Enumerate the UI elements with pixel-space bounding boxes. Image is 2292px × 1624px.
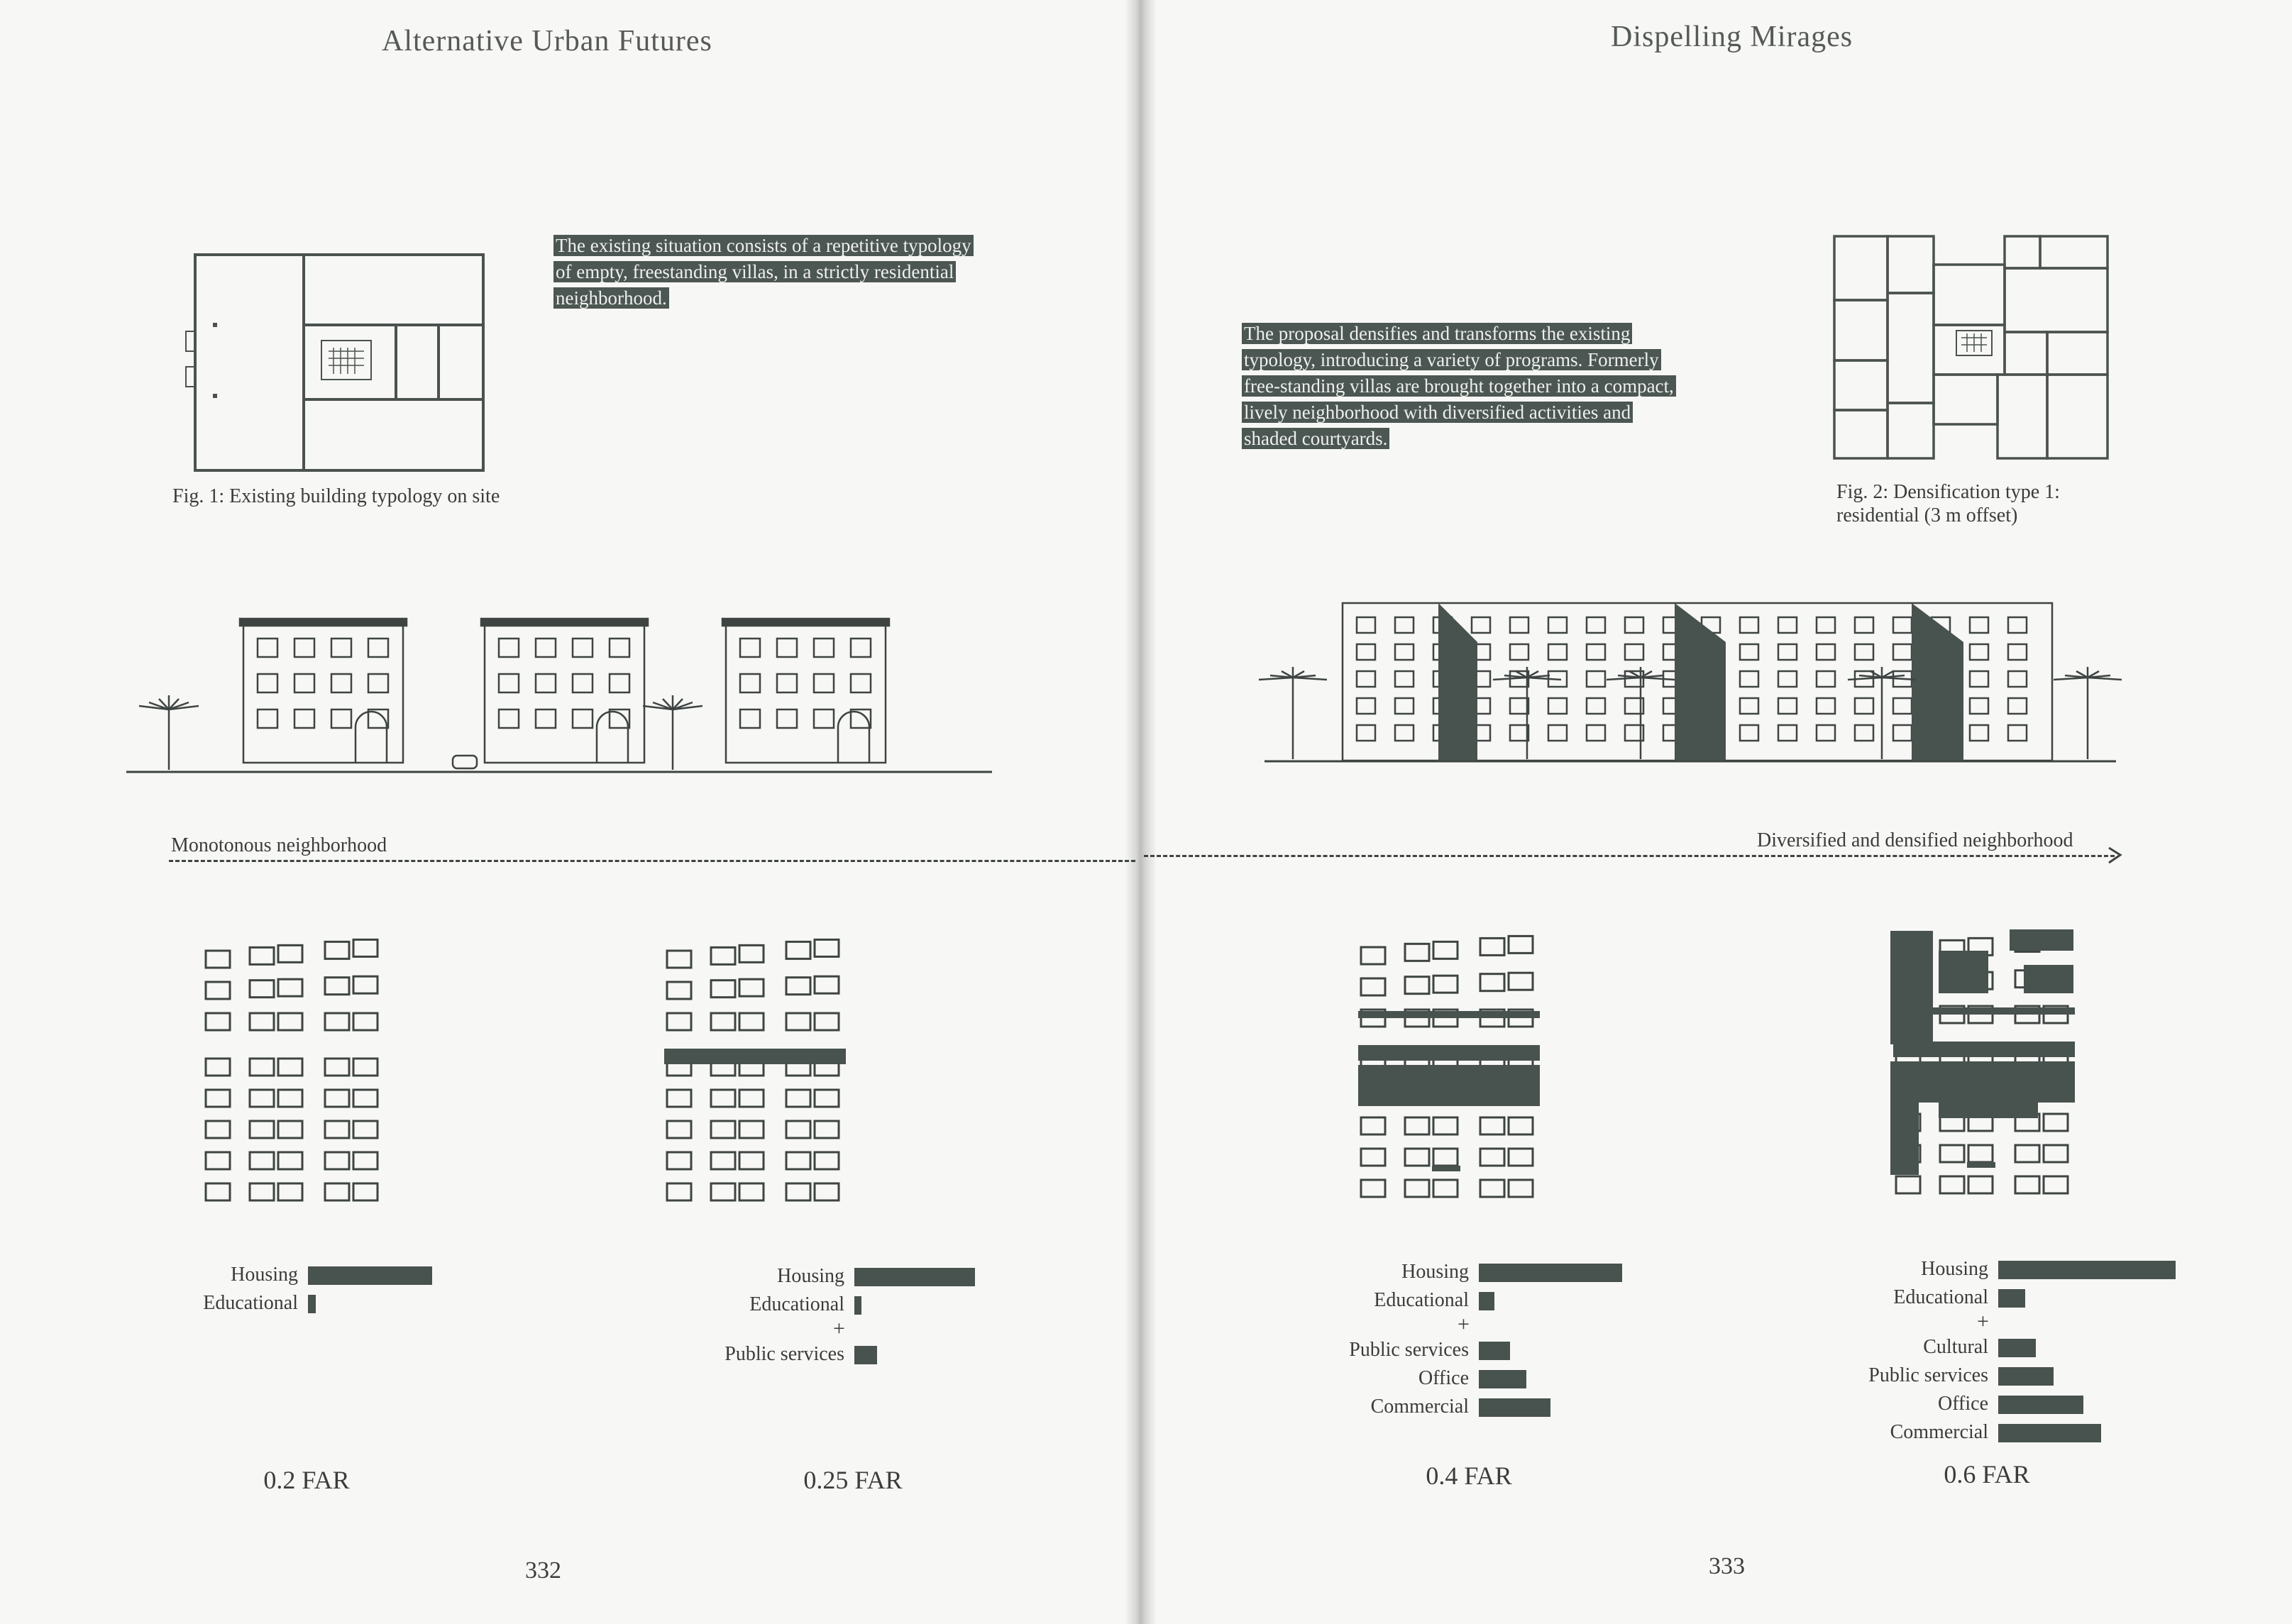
block-window (1510, 617, 1528, 633)
program-bar (308, 1295, 316, 1313)
car-icon (453, 756, 477, 768)
villa-footprint (786, 978, 810, 995)
block-window (1817, 644, 1835, 660)
diversified-label: Diversified and densified neighborhood (1757, 829, 2073, 851)
villa-footprint (353, 1121, 378, 1138)
program-label: Public services (1868, 1364, 1988, 1386)
joined-block (1358, 1045, 1540, 1061)
program-bar (1998, 1367, 2054, 1386)
villa-footprint (206, 1013, 230, 1030)
villa-footprint (250, 1013, 274, 1030)
villa-footprint (2015, 1145, 2039, 1162)
palm-tree-icon (643, 695, 703, 770)
program-label: Educational (1893, 1286, 1988, 1308)
villa-window (610, 674, 629, 692)
villa-footprint (786, 1090, 810, 1107)
villa-footprint (739, 1013, 764, 1030)
program-label: Office (1938, 1393, 1988, 1415)
program-bar (854, 1268, 975, 1286)
block-window (1510, 644, 1528, 660)
program-bar (1479, 1292, 1494, 1310)
block-plan-0.6-far (1896, 922, 2095, 1178)
villa-roof (240, 619, 407, 626)
block-window (1893, 725, 1912, 741)
block-window (1395, 698, 1414, 714)
block-window (1855, 617, 1873, 633)
block-window (1357, 644, 1375, 660)
villa-footprint (1509, 1149, 1533, 1166)
block-window (2008, 698, 2027, 714)
program-bar (1998, 1261, 2176, 1279)
block-window (1395, 644, 1414, 660)
block-window (1740, 725, 1758, 741)
arrow-right-icon (2106, 846, 2127, 866)
fig1-villa-plan (184, 252, 490, 472)
plus-sign: + (1458, 1313, 1470, 1336)
block-window (1548, 698, 1567, 714)
villa-footprint (667, 1152, 691, 1169)
block-window (1740, 671, 1758, 687)
villa-elevation (481, 619, 648, 763)
far-label-3: 0.6 FAR (1944, 1460, 2030, 1488)
block-window (1970, 644, 1988, 660)
program-bar (854, 1346, 877, 1364)
block-window (2008, 644, 2027, 660)
villa-window (258, 639, 277, 657)
palm-tree-icon (139, 695, 199, 770)
far-label-2: 0.4 FAR (1426, 1462, 1512, 1490)
villa-footprint (815, 1013, 839, 1030)
villa-footprint (711, 1013, 735, 1030)
villa-window (814, 674, 834, 692)
villa-footprint (739, 1090, 764, 1107)
villa-window (536, 639, 556, 657)
plus-sign: + (833, 1317, 845, 1340)
program-label: Commercial (1370, 1396, 1469, 1418)
villa-footprint (815, 1152, 839, 1169)
villa-footprint (206, 1090, 230, 1107)
block-window (2008, 617, 2027, 633)
villa-footprint (1509, 936, 1533, 953)
villa-footprint (1361, 1149, 1385, 1166)
program-bar (1998, 1339, 2036, 1357)
monotonous-street-elevation (126, 610, 992, 773)
villa-footprint (250, 1090, 274, 1107)
program-label: Housing (1401, 1261, 1469, 1283)
palm-frond (1527, 678, 1561, 680)
left-page-number: 332 (525, 1557, 561, 1584)
program-label: Educational (749, 1293, 844, 1315)
program-label: Public services (1349, 1339, 1469, 1361)
block-window (1587, 644, 1605, 660)
villa-footprint (1433, 941, 1458, 959)
joined-block (1890, 1061, 1919, 1175)
villa-footprint (711, 1090, 735, 1107)
villa-footprint (667, 1013, 691, 1030)
villa-footprint (1509, 973, 1533, 990)
joined-block (664, 1049, 846, 1064)
block-window (1817, 698, 1835, 714)
left-running-header: Alternative Urban Futures (382, 25, 712, 57)
villa-footprint (1361, 1117, 1385, 1134)
villa-facade (243, 624, 403, 763)
villa-window (573, 674, 593, 692)
villa-window (777, 639, 797, 657)
villa-footprint (250, 981, 274, 998)
villa-footprint (1480, 938, 1504, 955)
program-bar (1998, 1289, 2025, 1308)
villa-footprint (739, 1121, 764, 1138)
left-highlight-line: neighborhood. (553, 287, 669, 309)
joined-block (1890, 931, 1933, 1044)
villa-window (777, 674, 797, 692)
villa-footprint (278, 979, 302, 996)
villa-footprint (278, 1152, 302, 1169)
block-window (1510, 725, 1528, 741)
block-window (1395, 617, 1414, 633)
block-plan-0.4-far (1361, 926, 1560, 1181)
villa-window (258, 674, 277, 692)
villa-footprint (325, 1059, 349, 1076)
villa-arch-door (597, 712, 628, 763)
villa-footprints (206, 939, 378, 1200)
villa-window (331, 709, 351, 728)
villa-window (777, 709, 797, 728)
program-label: Office (1418, 1367, 1469, 1389)
villa-window (573, 709, 593, 728)
villa-footprint (2044, 1145, 2068, 1162)
right-highlight-line: lively neighborhood with diversified activities and (1242, 402, 1633, 423)
villa-window (740, 674, 760, 692)
block-window (1817, 671, 1835, 687)
left-highlight-text (553, 233, 974, 311)
block-window (1778, 698, 1797, 714)
densified-blocks (1358, 1011, 1540, 1171)
block-window (1855, 644, 1873, 660)
palm-frond (1293, 678, 1327, 680)
block-window (1740, 698, 1758, 714)
block-window (1778, 725, 1797, 741)
villa-arch-door (838, 712, 869, 763)
block-window (1970, 617, 1988, 633)
block-window (1740, 644, 1758, 660)
villa-footprint (278, 1013, 302, 1030)
joined-block (1432, 1166, 1460, 1171)
fig1-caption: Fig. 1: Existing building typology on site (172, 485, 500, 507)
villa-window (610, 639, 629, 657)
block-window (1625, 617, 1643, 633)
fig2-densified-plan (1831, 233, 2115, 463)
villa-footprint (1480, 1149, 1504, 1166)
block-plan-0.25-far (667, 929, 866, 1185)
program-bar (1998, 1424, 2101, 1442)
villa-window (851, 639, 871, 657)
villa-footprint (711, 981, 735, 998)
densified-street-elevation (1265, 600, 2116, 763)
villa-footprint (206, 1152, 230, 1169)
program-bar (1998, 1396, 2083, 1414)
villa-footprint (250, 1152, 274, 1169)
shaded-courtyard (1912, 603, 1963, 761)
villa-facade (726, 624, 886, 763)
right-highlight-line: The proposal densifies and transforms the existing (1242, 323, 1632, 344)
right-running-header: Dispelling Mirages (1611, 21, 1853, 53)
block-window (1778, 644, 1797, 660)
villa-footprint (667, 951, 691, 968)
block-window (1357, 617, 1375, 633)
block-window (1893, 644, 1912, 660)
block-window (1357, 671, 1375, 687)
villa-footprint (206, 1121, 230, 1138)
villa-footprint (1405, 977, 1429, 994)
densified-blocks (1890, 929, 2075, 1175)
villa-footprint (667, 982, 691, 999)
program-label: Cultural (1923, 1336, 1988, 1358)
right-highlight-text (1242, 321, 1676, 452)
villa-footprint (711, 1121, 735, 1138)
right-highlight-line: shaded courtyards. (1242, 428, 1389, 449)
villa-elevation (240, 619, 407, 763)
program-label: Educational (1374, 1289, 1469, 1311)
villa-window (499, 709, 519, 728)
villa-footprint (1433, 1149, 1458, 1166)
villa-footprint (1405, 1149, 1429, 1166)
villa-footprint (1968, 1145, 1993, 1162)
villa-footprint (815, 939, 839, 956)
block-window (1587, 698, 1605, 714)
villa-window (573, 639, 593, 657)
villa-footprint (786, 1121, 810, 1138)
block-plan-0.2-far (206, 929, 404, 1185)
villa-footprint (1480, 974, 1504, 991)
villa-footprint (815, 976, 839, 993)
fig2-caption-line: Fig. 2: Densification type 1: (1836, 481, 2060, 503)
villa-window (536, 674, 556, 692)
villa-footprint (711, 1152, 735, 1169)
villa-window (258, 709, 277, 728)
villa-footprint (353, 939, 378, 956)
villa-arch-door (356, 712, 387, 763)
villa-footprint (711, 947, 735, 964)
program-bar (1479, 1398, 1550, 1417)
program-bar (1479, 1264, 1622, 1282)
villa-footprints (667, 939, 839, 1200)
block-window (1970, 725, 1988, 741)
villa-roof (481, 619, 648, 626)
villa-footprint (1405, 944, 1429, 961)
villa-footprint (353, 1090, 378, 1107)
program-label: Housing (777, 1265, 844, 1287)
block-window (1510, 698, 1528, 714)
villa-footprint (325, 1121, 349, 1138)
villa-footprint (250, 947, 274, 964)
villa-footprint (1433, 976, 1458, 993)
block-window (1778, 671, 1797, 687)
joined-block (2024, 965, 2073, 993)
villa-footprint (325, 978, 349, 995)
villa-footprint (815, 1090, 839, 1107)
program-label: Educational (203, 1292, 298, 1314)
joined-block (1358, 1011, 1540, 1018)
villa-footprint (278, 945, 302, 962)
villa-footprint (353, 1013, 378, 1030)
villa-footprint (786, 1013, 810, 1030)
block-window (1395, 671, 1414, 687)
palm-tree-icon (1259, 667, 1327, 759)
villa-footprint (250, 1059, 274, 1076)
right-highlight-line: free-standing villas are brought together into a compact, (1242, 375, 1676, 397)
program-label: Housing (231, 1264, 298, 1286)
villa-footprint (325, 1090, 349, 1107)
joined-block (1939, 1061, 2038, 1118)
block-window (1357, 698, 1375, 714)
villa-footprint (278, 1059, 302, 1076)
villa-facade (485, 624, 644, 763)
villa-footprint (206, 951, 230, 968)
villa-roof (722, 619, 889, 626)
block-window (1587, 617, 1605, 633)
program-bar (1479, 1342, 1510, 1360)
villa-footprint (786, 1152, 810, 1169)
villa-window (294, 674, 314, 692)
block-window (1548, 644, 1567, 660)
villa-window (536, 709, 556, 728)
villa-window (368, 639, 388, 657)
block-window (1395, 725, 1414, 741)
block-window (1893, 617, 1912, 633)
villa-footprint (353, 976, 378, 993)
villa-footprint (1509, 1117, 1533, 1134)
villa-footprint (1433, 1117, 1458, 1134)
villa-footprint (815, 1121, 839, 1138)
fig2-caption-line: residential (3 m offset) (1836, 504, 2018, 526)
block-window (1855, 725, 1873, 741)
densified-blocks (664, 1049, 846, 1064)
block-window (1587, 725, 1605, 741)
far-label-1: 0.25 FAR (803, 1466, 903, 1494)
joined-block (1967, 1162, 1995, 1168)
villa-footprint (206, 982, 230, 999)
shaded-courtyard (1675, 603, 1726, 761)
block-window (1817, 617, 1835, 633)
left-highlight-line: of empty, freestanding villas, in a strictly residential (553, 261, 956, 282)
villa-footprint (1480, 1117, 1504, 1134)
book-gutter (1125, 0, 1157, 1624)
villa-window (814, 639, 834, 657)
villa-footprint (667, 1121, 691, 1138)
villa-window (331, 674, 351, 692)
villa-window (740, 639, 760, 657)
block-window (1472, 617, 1490, 633)
block-window (2008, 671, 2027, 687)
palm-frond (1641, 678, 1675, 680)
villa-window (294, 639, 314, 657)
left-highlight-line: The existing situation consists of a repetitive typology (553, 235, 974, 256)
plus-sign: + (1977, 1310, 1989, 1333)
villa-footprint (278, 1121, 302, 1138)
program-bar (1479, 1370, 1526, 1388)
fig2-caption (1836, 480, 2060, 527)
villa-footprint (786, 941, 810, 959)
villa-window (294, 709, 314, 728)
block-window (1893, 698, 1912, 714)
villa-window (814, 709, 834, 728)
block-window (1817, 725, 1835, 741)
villa-footprint (739, 979, 764, 996)
palm-tree-icon (2054, 667, 2122, 759)
joined-block (1939, 951, 1988, 993)
right-page-number: 333 (1709, 1553, 1745, 1579)
villa-footprint (739, 945, 764, 962)
block-window (1357, 725, 1375, 741)
villa-footprint (1405, 1117, 1429, 1134)
villa-window (499, 639, 519, 657)
villa-footprint (325, 1152, 349, 1169)
monotonous-label: Monotonous neighborhood (171, 834, 387, 856)
villa-window (851, 674, 871, 692)
axis-dashed-line-right (1144, 855, 2115, 857)
block-window (1548, 725, 1567, 741)
villa-footprint (325, 1013, 349, 1030)
villa-window (740, 709, 760, 728)
block-window (1778, 617, 1797, 633)
villa-footprint (1940, 1145, 1964, 1162)
right-highlight-line: typology, introducing a variety of programs. Formerly (1242, 349, 1661, 370)
villa-footprint (667, 1090, 691, 1107)
axis-dashed-line-left (169, 860, 1135, 862)
villa-footprint (278, 1090, 302, 1107)
joined-block (2010, 929, 2073, 951)
block-window (1970, 698, 1988, 714)
block-window (1970, 671, 1988, 687)
far-label-0: 0.2 FAR (263, 1466, 350, 1494)
block-window (2008, 725, 2027, 741)
villa-footprint (1361, 947, 1385, 964)
villa-elevation (722, 619, 889, 763)
villa-window (499, 674, 519, 692)
villa-footprint (325, 941, 349, 959)
program-bar (308, 1266, 432, 1285)
villa-window (368, 674, 388, 692)
program-label: Commercial (1890, 1421, 1988, 1443)
block-window (1548, 617, 1567, 633)
block-window (1625, 644, 1643, 660)
program-bar (854, 1296, 861, 1315)
villa-footprint (250, 1121, 274, 1138)
villa-footprint (353, 1059, 378, 1076)
program-label: Public services (724, 1343, 844, 1365)
program-label: Housing (1921, 1258, 1988, 1280)
villa-footprint (353, 1152, 378, 1169)
villa-footprint (2044, 1114, 2068, 1131)
block-window (1587, 671, 1605, 687)
joined-block (1358, 1065, 1540, 1106)
villa-footprint (739, 1152, 764, 1169)
block-window (1740, 617, 1758, 633)
villa-footprint (1361, 978, 1385, 995)
block-window (1855, 698, 1873, 714)
villa-footprint (206, 1059, 230, 1076)
villa-window (331, 639, 351, 657)
